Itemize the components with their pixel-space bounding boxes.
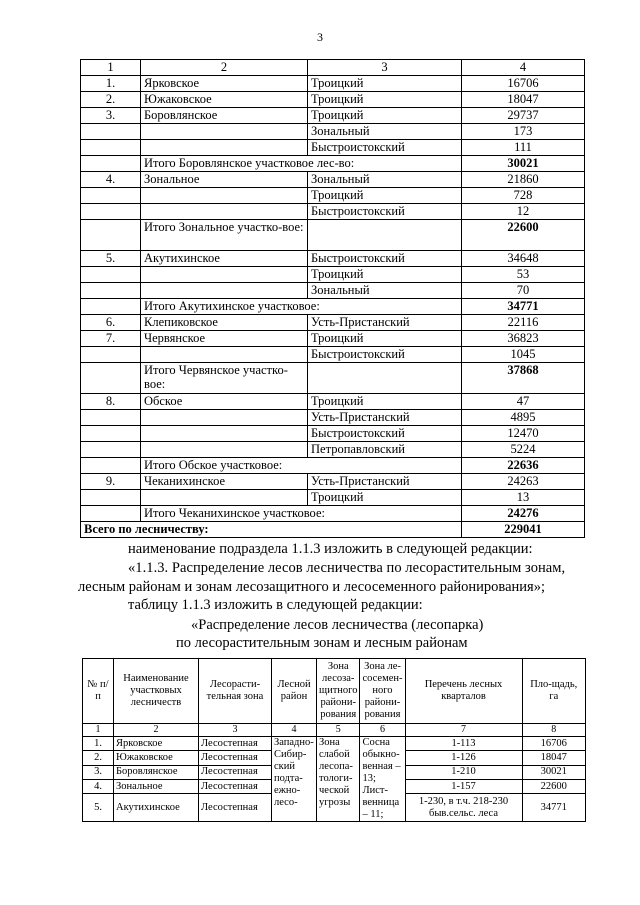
forestry-name: Боровлянское (114, 765, 199, 779)
seed-zone-cell: Сосна обыкно-венная – 13; Лист-венница – 11; (360, 737, 405, 822)
area-value: 36823 (462, 331, 585, 347)
column-number: 7 (405, 724, 522, 737)
header-forestry-name: Наименование участковых лесничеств (114, 659, 199, 724)
table-row (81, 442, 585, 458)
table-title-line1: «Распределение лесов лесничества (лесопарка) (191, 617, 484, 633)
row-number: 4. (81, 172, 141, 188)
area: 34771 (522, 794, 586, 822)
table-row (81, 347, 585, 363)
area-value: 24263 (462, 474, 585, 490)
district-name: Усть-Пристанский (308, 410, 462, 426)
row-number: 2. (83, 751, 114, 765)
vegetation-zone: Лесостепная (199, 780, 272, 794)
district-name: Быстроистокский (308, 251, 462, 267)
row-number (81, 283, 141, 299)
row-number: 9. (81, 474, 141, 490)
subtotal-value: 24276 (462, 506, 585, 522)
district-name: Зональный (308, 124, 462, 140)
subtotal-label: Итого Акутихинское участковое: (141, 299, 462, 315)
subtotal-label: Итого Зональное участко-вое: (141, 220, 308, 251)
district-name: Быстроистокский (308, 204, 462, 220)
forestry-name (141, 188, 308, 204)
grand-total-row (81, 522, 585, 538)
table-row (81, 251, 585, 267)
district-name: Троицкий (308, 490, 462, 506)
grand-total-label: Всего по лесничеству: (81, 522, 462, 538)
header-vegetation-zone: Лесорасти-тельная зона (199, 659, 272, 724)
table-row (81, 204, 585, 220)
area-value: 70 (462, 283, 585, 299)
subtotal-value: 34771 (462, 299, 585, 315)
forestry-name: Обское (141, 394, 308, 410)
subtotal-row (81, 506, 585, 522)
row-number (81, 124, 141, 140)
forestry-name: Акутихинское (141, 251, 308, 267)
table-row (81, 283, 585, 299)
column-number: 8 (522, 724, 586, 737)
area-value: 13 (462, 490, 585, 506)
empty-cell (308, 363, 462, 394)
table-row (81, 124, 585, 140)
row-number: 1. (81, 76, 141, 92)
area-value: 22116 (462, 315, 585, 331)
area-value: 111 (462, 140, 585, 156)
forestry-name (141, 490, 308, 506)
empty-cell (81, 458, 141, 474)
paragraph-table-rename: таблицу 1.1.3 изложить в следующей редакции: (128, 597, 423, 613)
header-col: 4 (462, 60, 585, 76)
vegetation-zone: Лесостепная (199, 765, 272, 779)
forestry-name: Ярковское (141, 76, 308, 92)
forestry-name: Чеканихинское (141, 474, 308, 490)
header-col: 2 (141, 60, 308, 76)
forestry-name: Ярковское (114, 737, 199, 751)
table-header-row (83, 659, 586, 724)
table-header-row (81, 60, 585, 76)
header-area: Пло-щадь, га (522, 659, 586, 724)
row-number (81, 442, 141, 458)
subtotal-label: Итого Обское участковое: (141, 458, 462, 474)
subtotal-value: 30021 (462, 156, 585, 172)
vegetation-zone: Лесостепная (199, 751, 272, 765)
header-seed-zone: Зона ле-сосемен-ного райони-рования (360, 659, 405, 724)
row-number: 7. (81, 331, 141, 347)
subtotal-row (81, 156, 585, 172)
area-value: 21860 (462, 172, 585, 188)
area: 18047 (522, 751, 586, 765)
subtotal-label: Итого Боровлянское участковое лес-во: (141, 156, 462, 172)
row-number (81, 426, 141, 442)
forestry-name: Зональное (141, 172, 308, 188)
quarters: 1-157 (405, 780, 522, 794)
table-row (81, 267, 585, 283)
table-row (83, 737, 586, 751)
area: 16706 (522, 737, 586, 751)
quarters: 1-126 (405, 751, 522, 765)
column-number: 1 (83, 724, 114, 737)
district-name: Усть-Пристанский (308, 315, 462, 331)
table-row (81, 108, 585, 124)
row-number: 4. (83, 780, 114, 794)
table-row (81, 490, 585, 506)
area: 22600 (522, 780, 586, 794)
district-name: Быстроистокский (308, 140, 462, 156)
subtotal-value: 37868 (462, 363, 585, 394)
header-forest-district: Лесной район (272, 659, 317, 724)
header-protection-zone: Зона лесоза-щитного райони-рования (317, 659, 360, 724)
empty-cell (81, 363, 141, 394)
subtotal-value: 22636 (462, 458, 585, 474)
district-name: Троицкий (308, 108, 462, 124)
district-name: Троицкий (308, 76, 462, 92)
subtotal-row (81, 363, 585, 394)
forestry-area-table (80, 59, 585, 538)
forestry-name (141, 124, 308, 140)
column-number: 5 (317, 724, 360, 737)
table-title-line2: по лесорастительным зонам и лесным районам (176, 635, 468, 651)
table-row (81, 410, 585, 426)
header-col: 3 (308, 60, 462, 76)
column-number: 2 (114, 724, 199, 737)
forestry-name: Зональное (114, 780, 199, 794)
table-row (81, 76, 585, 92)
area-value: 173 (462, 124, 585, 140)
forestry-name (141, 267, 308, 283)
row-number: 8. (81, 394, 141, 410)
area-value: 1045 (462, 347, 585, 363)
row-number (81, 347, 141, 363)
area-value: 4895 (462, 410, 585, 426)
quarters: 1-210 (405, 765, 522, 779)
table-row (81, 188, 585, 204)
empty-cell (81, 299, 141, 315)
area-value: 5224 (462, 442, 585, 458)
forestry-name: Клепиковское (141, 315, 308, 331)
subtotal-row (81, 220, 585, 251)
vegetation-zone: Лесостепная (199, 737, 272, 751)
forestry-name (141, 410, 308, 426)
column-number: 6 (360, 724, 405, 737)
paragraph-subsection-rename: наименование подраздела 1.1.3 изложить в следующей редакции: (128, 541, 533, 557)
area-value: 12 (462, 204, 585, 220)
forestry-zones-table (82, 658, 586, 822)
row-number: 2. (81, 92, 141, 108)
row-number: 6. (81, 315, 141, 331)
forestry-name: Червянское (141, 331, 308, 347)
subtotal-row (81, 299, 585, 315)
header-col: 1 (81, 60, 141, 76)
district-name: Быстроистокский (308, 426, 462, 442)
area-value: 34648 (462, 251, 585, 267)
quarters: 1-230, в т.ч. 218-230 быв.сельс. леса (405, 794, 522, 822)
vegetation-zone: Лесостепная (199, 794, 272, 822)
forestry-name: Южаковское (141, 92, 308, 108)
district-name: Петропавловский (308, 442, 462, 458)
area-value: 47 (462, 394, 585, 410)
forestry-name (141, 283, 308, 299)
area-value: 12470 (462, 426, 585, 442)
row-number: 3. (83, 765, 114, 779)
row-number (81, 267, 141, 283)
page-number: 3 (317, 30, 323, 44)
district-name: Троицкий (308, 267, 462, 283)
row-number: 1. (83, 737, 114, 751)
district-name: Троицкий (308, 188, 462, 204)
protection-zone-cell: Зона слабой лесопа-тологи-ческой угрозы (317, 737, 360, 822)
area: 30021 (522, 765, 586, 779)
area-value: 29737 (462, 108, 585, 124)
table-row (81, 140, 585, 156)
table-row (81, 394, 585, 410)
district-name: Троицкий (308, 331, 462, 347)
forestry-name (141, 426, 308, 442)
forestry-name: Боровлянское (141, 108, 308, 124)
table-row (81, 331, 585, 347)
subtotal-row (81, 458, 585, 474)
row-number (81, 140, 141, 156)
column-number-row (83, 724, 586, 737)
empty-cell (308, 220, 462, 251)
forestry-name: Акутихинское (114, 794, 199, 822)
district-name: Быстроистокский (308, 347, 462, 363)
table-row (81, 172, 585, 188)
empty-cell (81, 220, 141, 251)
header-num: № п/п (83, 659, 114, 724)
forestry-name: Южаковское (114, 751, 199, 765)
district-name: Усть-Пристанский (308, 474, 462, 490)
forestry-name (141, 140, 308, 156)
district-name: Троицкий (308, 92, 462, 108)
forestry-name (141, 347, 308, 363)
row-number (81, 410, 141, 426)
row-number (81, 204, 141, 220)
row-number (81, 188, 141, 204)
header-quarters-list: Перечень лесных кварталов (405, 659, 522, 724)
subtotal-label: Итого Чеканихинское участковое: (141, 506, 462, 522)
forest-district-cell: Западно-Сибир-ский подта-ежно-лесо- (272, 737, 317, 822)
area-value: 18047 (462, 92, 585, 108)
row-number: 5. (81, 251, 141, 267)
area-value: 728 (462, 188, 585, 204)
forestry-name (141, 442, 308, 458)
area-value: 16706 (462, 76, 585, 92)
area-value: 53 (462, 267, 585, 283)
table-row (81, 92, 585, 108)
row-number: 3. (81, 108, 141, 124)
quarters: 1-113 (405, 737, 522, 751)
district-name: Зональный (308, 172, 462, 188)
subtotal-label: Итого Червянское участко-вое: (141, 363, 308, 394)
forestry-name (141, 204, 308, 220)
subtotal-value: 22600 (462, 220, 585, 251)
empty-cell (81, 506, 141, 522)
paragraph-subsection-title-line1: «1.1.3. Распределение лесов лесничества по лесорастительным зонам, (128, 560, 566, 576)
row-number (81, 490, 141, 506)
paragraph-subsection-title-line2: лесным районам и зонам лесозащитного и лесосеменного районирования»; (78, 579, 545, 595)
district-name: Троицкий (308, 394, 462, 410)
table-row (81, 426, 585, 442)
table-row (81, 474, 585, 490)
empty-cell (81, 156, 141, 172)
column-number: 3 (199, 724, 272, 737)
row-number: 5. (83, 794, 114, 822)
column-number: 4 (272, 724, 317, 737)
district-name: Зональный (308, 283, 462, 299)
grand-total-value: 229041 (462, 522, 585, 538)
table-row (81, 315, 585, 331)
